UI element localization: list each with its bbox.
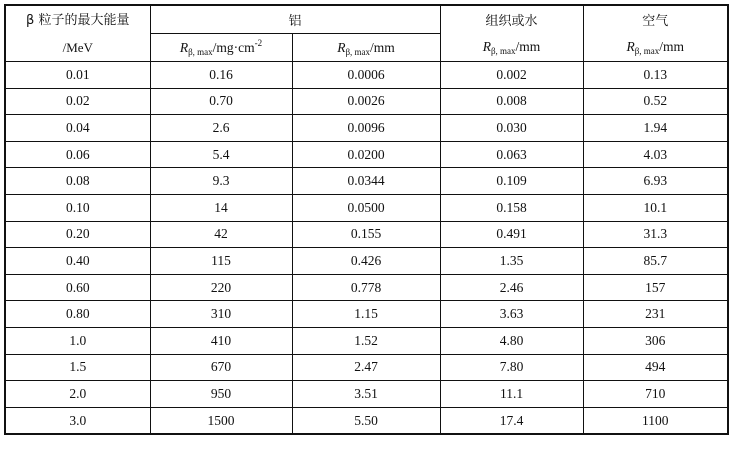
cell-air-mm: 10.1 (583, 194, 728, 221)
range-symbol: R (482, 39, 491, 55)
cell-al-mass: 2.6 (150, 115, 292, 142)
table-row (5, 301, 728, 328)
cell-al-mm: 1.15 (292, 301, 440, 328)
cell-al-mass: 0.16 (150, 62, 292, 89)
cell-tissue-mm: 0.491 (440, 221, 583, 248)
cell-energy: 0.20 (5, 221, 150, 248)
header-tissue-water: 组织或水 (440, 5, 583, 34)
table-row (5, 327, 728, 354)
table-row (5, 168, 728, 195)
table-row (5, 194, 728, 221)
cell-al-mass: 950 (150, 381, 292, 408)
cell-tissue-mm: 11.1 (440, 381, 583, 408)
cell-al-mm: 2.47 (292, 354, 440, 381)
range-symbol: R (337, 39, 346, 55)
unit-exponent: -2 (254, 37, 263, 48)
cell-al-mm: 1.52 (292, 327, 440, 354)
cell-energy: 1.5 (5, 354, 150, 381)
cell-air-mm: 231 (583, 301, 728, 328)
cell-tissue-mm: 1.35 (440, 248, 583, 275)
cell-al-mass: 670 (150, 354, 292, 381)
cell-air-mm: 4.03 (583, 141, 728, 168)
cell-al-mass: 14 (150, 194, 292, 221)
cell-air-mm: 710 (583, 381, 728, 408)
table-row (5, 115, 728, 142)
cell-al-mm: 0.426 (292, 248, 440, 275)
table-row (5, 354, 728, 381)
cell-al-mm: 0.0500 (292, 194, 440, 221)
cell-tissue-mm: 0.158 (440, 194, 583, 221)
unit-mm: /mm (659, 39, 685, 55)
table-header (5, 5, 728, 62)
unit-mm: /mm (515, 39, 541, 55)
cell-al-mass: 310 (150, 301, 292, 328)
cell-al-mass: 220 (150, 274, 292, 301)
header-beta-energy-label: β 粒子的最大能量 (26, 12, 130, 28)
cell-al-mm: 5.50 (292, 407, 440, 434)
cell-air-mm: 31.3 (583, 221, 728, 248)
table-row (5, 88, 728, 115)
cell-energy: 0.06 (5, 141, 150, 168)
cell-al-mm: 0.0026 (292, 88, 440, 115)
range-symbol: R (179, 39, 189, 55)
cell-al-mass: 42 (150, 221, 292, 248)
header-air-range-mm (583, 34, 728, 62)
cell-air-mm: 6.93 (583, 168, 728, 195)
range-subscript: β, max (345, 46, 371, 57)
cell-energy: 0.04 (5, 115, 150, 142)
header-air: 空气 (583, 5, 728, 34)
cell-air-mm: 1.94 (583, 115, 728, 142)
cell-air-mm: 0.13 (583, 62, 728, 89)
cell-al-mass: 5.4 (150, 141, 292, 168)
header-beta-energy (5, 5, 150, 62)
range-subscript: β, max (188, 46, 213, 57)
cell-energy: 0.02 (5, 88, 150, 115)
cell-air-mm: 0.52 (583, 88, 728, 115)
cell-energy: 0.60 (5, 274, 150, 301)
cell-energy: 3.0 (5, 407, 150, 434)
unit-mm: /mm (370, 39, 395, 55)
cell-tissue-mm: 0.008 (440, 88, 583, 115)
cell-energy: 1.0 (5, 327, 150, 354)
cell-air-mm: 85.7 (583, 248, 728, 275)
table-row (5, 381, 728, 408)
cell-al-mm: 0.778 (292, 274, 440, 301)
cell-tissue-mm: 2.46 (440, 274, 583, 301)
cell-al-mm: 0.155 (292, 221, 440, 248)
cell-al-mass: 1500 (150, 407, 292, 434)
cell-tissue-mm: 0.030 (440, 115, 583, 142)
cell-air-mm: 306 (583, 327, 728, 354)
table-row (5, 274, 728, 301)
header-tissue-range-mm (440, 34, 583, 62)
table-body (5, 62, 728, 435)
header-al-range-mass (150, 34, 292, 62)
table-row (5, 407, 728, 434)
cell-al-mass: 410 (150, 327, 292, 354)
cell-energy: 0.10 (5, 194, 150, 221)
cell-tissue-mm: 7.80 (440, 354, 583, 381)
cell-energy: 0.01 (5, 62, 150, 89)
cell-tissue-mm: 0.002 (440, 62, 583, 89)
header-beta-energy-unit: /MeV (62, 39, 93, 55)
cell-energy: 0.80 (5, 301, 150, 328)
cell-al-mm: 0.0096 (292, 115, 440, 142)
cell-al-mm: 0.0344 (292, 168, 440, 195)
cell-al-mass: 0.70 (150, 88, 292, 115)
header-al-range-mm (292, 34, 440, 62)
cell-al-mm: 0.0200 (292, 141, 440, 168)
table-row (5, 141, 728, 168)
table-row (5, 62, 728, 89)
cell-energy: 0.40 (5, 248, 150, 275)
cell-energy: 0.08 (5, 168, 150, 195)
range-subscript: β, max (634, 46, 660, 57)
cell-al-mass: 115 (150, 248, 292, 275)
cell-tissue-mm: 3.63 (440, 301, 583, 328)
cell-al-mm: 0.0006 (292, 62, 440, 89)
cell-energy: 2.0 (5, 381, 150, 408)
cell-tissue-mm: 0.063 (440, 141, 583, 168)
cell-air-mm: 1100 (583, 407, 728, 434)
cell-air-mm: 494 (583, 354, 728, 381)
beta-range-table (4, 4, 729, 435)
header-aluminum: 铝 (150, 5, 440, 34)
table-row (5, 248, 728, 275)
unit-mass-thickness: /mg·cm (212, 39, 255, 55)
range-subscript: β, max (490, 46, 516, 57)
range-symbol: R (626, 39, 635, 55)
cell-al-mass: 9.3 (150, 168, 292, 195)
table-row (5, 221, 728, 248)
cell-tissue-mm: 0.109 (440, 168, 583, 195)
cell-tissue-mm: 17.4 (440, 407, 583, 434)
cell-tissue-mm: 4.80 (440, 327, 583, 354)
cell-al-mm: 3.51 (292, 381, 440, 408)
cell-air-mm: 157 (583, 274, 728, 301)
